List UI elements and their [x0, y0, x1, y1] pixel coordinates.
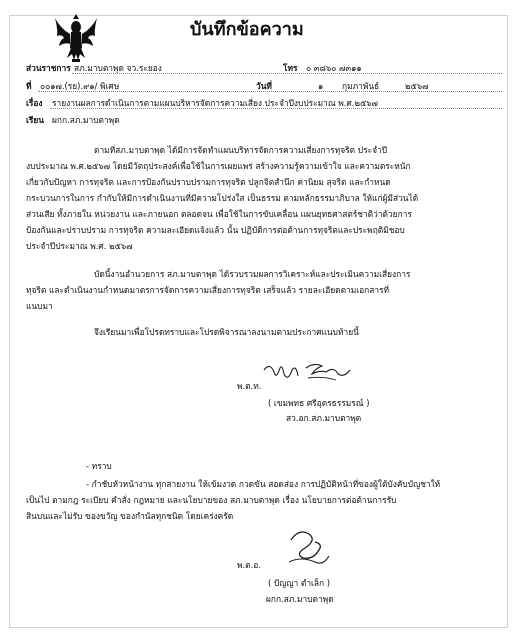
- paragraph1-line: ป้องกันและปราบปราม การทุจริต ความละเอียดแจ้งแล้ว นั้น ปฏิบัติการต่อต้านการทุจริตและประพฤติมิชอบ: [26, 225, 405, 235]
- order-line: เป็นไป ตามกฎ ระเบียบ คำสั่ง กฎหมาย และนโยบายของ สภ.มาบตาพุด เรื่อง นโยบายการต่อต้านการรับ: [26, 495, 397, 505]
- order-ack: - ทราบ: [86, 461, 112, 471]
- signer2-position: ผกก.สภ.มาบตาพุด: [266, 594, 334, 604]
- signature-1: [262, 360, 357, 388]
- paragraph2-line: แนบมา: [26, 301, 53, 311]
- date-year: ๒๕๖๗: [405, 81, 429, 91]
- date-month: กุมภาพันธ์: [342, 81, 380, 91]
- paragraph1-line: ส่วนเสีย ทั้งภายใน หน่วยงาน และภายนอก ตลอดจน เพื่อใช้ในการขับเคลื่อน แผนยุทธศาสตร์ชาติว่าด้วยการ: [26, 209, 412, 219]
- to-label: เรียน: [26, 115, 44, 125]
- signer2-rank: พ.ต.อ.: [237, 560, 261, 570]
- paragraph2-line: ทุจริต และดำเนินงานกำหนดมาตรการจัดการความเสี่ยงการทุจริต เสร็จแล้ว รายละเอียดตามเอกสารที่: [26, 285, 390, 295]
- signer1-position: สว.อก.สภ.มาบตาพุด: [286, 413, 362, 423]
- garuda-emblem-icon: [54, 14, 98, 64]
- phone-label: โทร: [283, 63, 298, 73]
- to-value: ผกก.สภ.มาบตาพุด: [52, 115, 120, 125]
- subject-label: เรื่อง: [26, 98, 43, 108]
- date-day: ๑: [318, 81, 324, 91]
- department-label: ส่วนราชการ: [26, 63, 71, 73]
- date-label: วันที่: [256, 81, 272, 91]
- dotted-underline: [38, 91, 502, 92]
- ref-value: ๐๐๑๗.(รย).๙๑/ พิเศษ: [40, 81, 120, 91]
- department-value: สภ.มาบตาพุด จว.ระยอง: [74, 63, 162, 73]
- ref-label: ที่: [26, 81, 32, 91]
- subject-value: รายงานผลการดำเนินการตามแผนบริหารจัดการความเสี่ยง ประจำปีงบประมาณ พ.ศ.๒๕๖๗: [52, 98, 378, 108]
- signer1-rank: พ.ต.ท.: [237, 381, 262, 391]
- phone-value: ๐ ๓๘๖๐ ๗๓๑๑: [306, 63, 362, 73]
- signer2-name: ( ปัญญา ตำเล็ก ): [268, 578, 331, 588]
- paragraph1-line: ตามที่สภ.มาบตาพุด ได้มีการจัดทำแผนบริหารจัดการความเสี่ยงการทุจริต ประจำปี: [94, 145, 388, 155]
- dotted-underline: [72, 73, 502, 74]
- memo-title: บันทึกข้อความ: [190, 19, 304, 40]
- paragraph2-line: บัดนี้งานอำนวยการ สภ.มาบตาพุด ได้รวบรวมผลการวิเคราะห์และประเมินความเสี่ยงการ: [94, 269, 411, 279]
- order-line: - กำชับหัวหน้างาน ทุกสายงาน ให้เข้มงวด กวดขัน สอดส่อง การปฏิบัติหน้าที่ของผู้ใต้บังคับบัญชาให้: [86, 479, 441, 489]
- signer1-name: ( เขมพทธ ศรีอุดรธรรมรณ์ ): [268, 398, 370, 408]
- paragraph1-line: ประจำปีประมาณ พ.ศ. ๒๕๖๗: [26, 241, 133, 251]
- paragraph1-line: งบประมาณ พ.ศ.๒๕๖๗ โดยมีวัตถุประสงค์เพื่อใช้ในการเผยแพร่ สร้างความรู้ความเข้าใจ และความตระหนัก: [26, 161, 411, 171]
- closing-text: จึงเรียนมาเพื่อโปรดทราบและโปรดพิจารณาลงนามตามประกาศแนบท้ายนี้: [94, 327, 359, 337]
- signature-2: [285, 526, 333, 570]
- dotted-underline: [50, 108, 502, 109]
- paragraph1-line: กระบวนการในการ กำกับให้มีการดำเนินงานที่มีความโปร่งใส เป็นธรรม ตามหลักธรรมาภิบาล ให้แก่ผู้มีส่วนได้: [26, 193, 419, 203]
- paragraph1-line: เกี่ยวกับปัญหา การทุจริต และการป้องกันปราบปรามการทุจริต ปลูกจิตสำนึก ค่านิยม สุจริต และกำหนด: [26, 177, 391, 187]
- order-line: สินบนและไม่รับ ของขวัญ ของกำนัลทุกชนิด โดยเคร่งครัด: [26, 511, 234, 521]
